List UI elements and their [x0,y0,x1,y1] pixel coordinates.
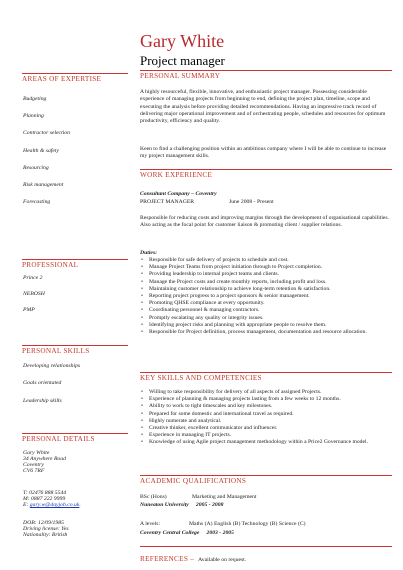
details-email-line [23,502,128,508]
divider [140,169,392,170]
details-heading: PERSONAL DETAILS [22,435,95,443]
degree-subject: Marketing and Management [192,494,257,500]
list-item: • Responsible for Project definition, process management, documentation and resource allocation. [140,329,390,336]
list-item: • Promptly escalating any quality or integrity issues. [140,315,390,322]
summary-heading: PERSONAL SUMMARY [140,72,221,80]
list-item: • Willing to take responsibility for delivery of all aspects of assigned Projects. [140,389,390,396]
contact-block [23,490,128,508]
details-telephone: T: 02476 888 5544 [23,490,67,496]
list-item: • Prepared for some domestic and international travel as required. [140,411,390,418]
candidate-job-title: Project manager [140,53,225,68]
expertise-item: Resourcing [23,165,49,171]
professional-item: PMP [23,307,35,313]
email-link[interactable]: gary.w@dayjob.co.uk [29,502,80,508]
divider [140,70,392,71]
company-name: Consultant Company – Coventry [140,191,217,197]
role-dates: June 2008 - Present [229,199,274,205]
candidate-name: Gary White [140,31,225,51]
details-licence: Driving license: Yes [23,526,69,532]
duties-list [140,257,390,336]
expertise-item: Planning [23,113,44,119]
professional-item: Prince 2 [23,275,43,281]
expertise-item: Contractor selection [23,130,70,136]
details-name: Gary White [23,450,50,456]
references-text: Available on request. [198,557,247,563]
experience-heading: WORK EXPERIENCE [140,171,213,179]
list-item: • Experience in managing IT projects. [140,432,390,439]
divider [22,73,128,74]
skill-item: Leadership skills [23,398,62,404]
summary-paragraph: Keen to find a challenging position within an ambitious company where I will be able to continue to increase my project management skills. [140,146,387,160]
list-item: • Ability to work to tight timescales and key milestones. [140,403,390,410]
alevels-subjects: Maths (A) English (B) Technology (B) Science (C) [189,521,306,527]
details-nationality: Nationality: British [23,532,68,538]
duties-label: Duties: [140,250,158,256]
details-dob: DOB: 12/09/1985 [23,520,64,526]
list-item: • Identifying project risks and planning with appropriate people to resolve them. [140,322,390,329]
competencies-heading: KEY SKILLS AND COMPETENCIES [140,374,262,382]
skill-item: Goals orientated [23,380,62,386]
email-prefix: E: [23,502,30,508]
expertise-item: Health & safety [23,148,60,154]
references-line [140,548,246,566]
summary-paragraph: A highly resourceful, flexible, innovative, and enthusiastic project manager. Possessing considerable experience of managing projects from beginning to end, defining the project plan, timeline, scope and executing the analysis before providing detailed recommendations. Having an impressive track record of delivering major operational improvement and of orchestrating people, schedules and resources for optimum productivity, efficiency and quality. [140,89,386,125]
skill-item: Developing relationships [23,363,81,369]
list-item: • Promoting QHSE compliance at every opportunity. [140,300,390,307]
professional-heading: PROFESSIONAL [22,261,79,269]
professional-item: NEBOSH [23,291,45,297]
competencies-list [140,389,390,447]
divider [22,345,128,346]
expertise-heading: AREAS OF EXPERTISE [22,75,102,83]
expertise-item: Budgeting [23,96,47,102]
role-title: PROJECT MANAGER [140,199,195,205]
email-suffix: . [79,502,81,508]
university-line: Nuneaton University 2005 - 2008 [140,502,224,508]
list-item: • Creative thinker, excellent communicator and influencer. [140,425,390,432]
list-item: • Coordinating personnel & managing contractors. [140,307,390,314]
expertise-item: Forecasting [23,199,51,205]
list-item: • Experience of planning & managing projects lasting from a few weeks to 12 months. [140,396,390,403]
list-item: • Maintaining customer relationship to achieve long-term retention & satisfaction. [140,286,390,293]
divider [140,475,392,476]
list-item: • Reporting project progress to a project sponsors & senior management. [140,293,390,300]
list-item: • Highly numerate and analytical. [140,418,390,425]
personal-details-block [23,450,128,474]
list-item: • Providing leadership to internal project teams and clients. [140,271,390,278]
degree-label: BSc (Hons) [140,494,167,500]
divider [22,259,128,260]
divider [22,433,128,434]
references-heading: REFERENCES – [140,555,195,563]
details-city: Coventry [23,462,44,468]
details-mobile: M: 0887 222 9999 [23,496,66,502]
details-postcode: CV6 7RF [23,468,45,474]
list-item: • Knowledge of using Agile project management methodology within a Price2 Governance model. [140,439,390,446]
role-description: Responsible for reducing costs and improving margins through the development of organisational capabilities. Also acting as the focal point for customer liaison & promoting client / supplier relations. [140,215,390,229]
list-item: • Responsible for safe delivery of projects to schedule and cost. [140,257,390,264]
divider [140,546,392,547]
list-item: • Manage Project Teams from project initiation through to Project completion. [140,264,390,271]
college-line: Coventry Central College 2003 - 2005 [140,530,234,536]
skills-heading: PERSONAL SKILLS [22,347,90,355]
divider [140,372,392,373]
expertise-item: Risk management [23,182,64,188]
qualifications-heading: ACADEMIC QUALIFICATIONS [140,477,247,485]
list-item: • Manage the Project costs and create monthly reports, including profit and loss. [140,279,390,286]
details-address: 34 Anywhere Road [23,456,66,462]
extra-details-block [23,520,128,538]
alevels-label: A levels: [140,521,161,527]
